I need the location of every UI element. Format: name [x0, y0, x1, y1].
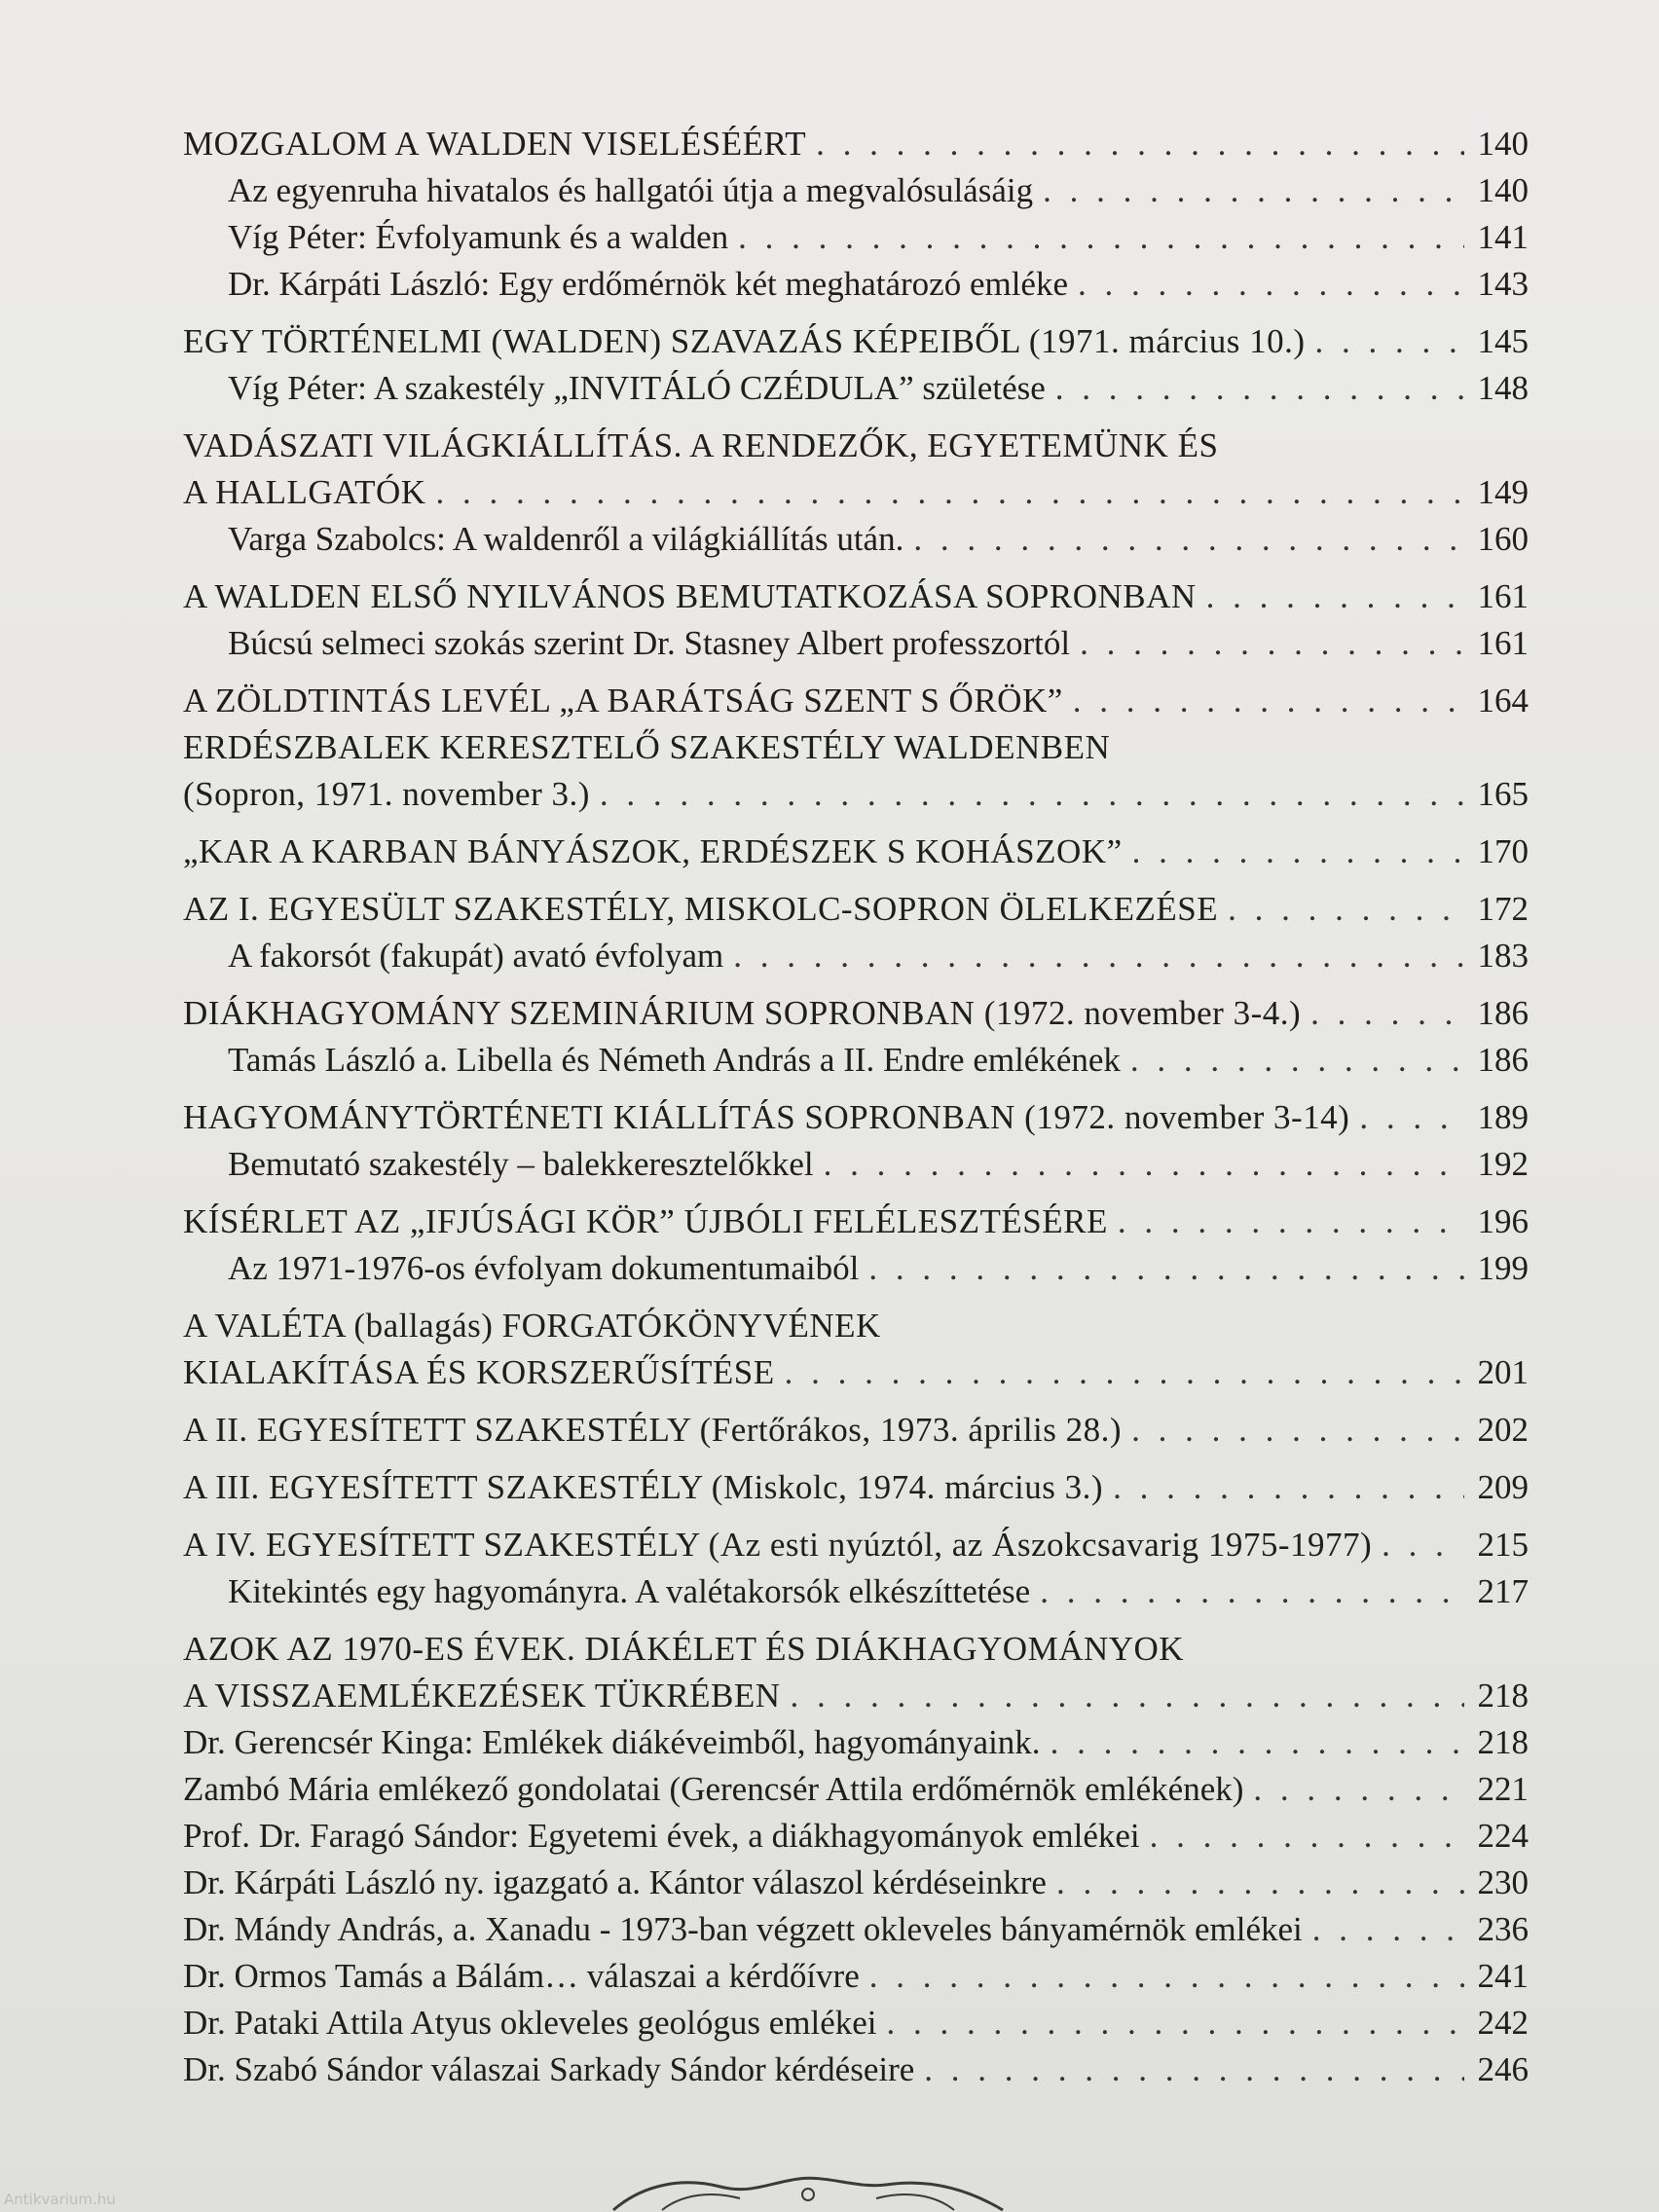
- toc-entry: [183, 469, 1529, 516]
- dot-leader: [924, 2046, 1464, 2093]
- dot-leader: [1150, 1813, 1464, 1860]
- toc-entry: [183, 365, 1529, 412]
- toc-entry-title: AZ I. EGYESÜLT SZAKESTÉLY, MISKOLC-SOPRON ÖLELKEZÉSE: [183, 890, 1219, 928]
- toc-entry-title: A VALÉTA (ballagás) FORGATÓKÖNYVÉNEK: [183, 1307, 881, 1345]
- toc-entry-title: Varga Szabolcs: A waldenről a világkiállítás után.: [228, 520, 904, 558]
- dot-leader: [1055, 365, 1464, 412]
- toc-entry-title: „KAR A KARBAN BÁNYÁSZOK, ERDÉSZEK S KOHÁSZOK”: [183, 832, 1123, 870]
- toc-entry-title: HAGYOMÁNYTÖRTÉNETI KIÁLLÍTÁS SOPRONBAN (1972. november 3-14): [183, 1098, 1350, 1136]
- toc-entry-page-number: 160: [1477, 520, 1529, 558]
- dot-leader: [1118, 1198, 1464, 1245]
- toc-entry: [183, 1906, 1529, 1953]
- dot-leader: [1080, 620, 1464, 667]
- toc-entry-page-number: 143: [1477, 265, 1529, 303]
- dot-leader: [1043, 167, 1464, 214]
- toc-entry: [183, 1037, 1529, 1084]
- toc-entry: [183, 620, 1529, 667]
- toc-entry-page-number: 189: [1477, 1098, 1529, 1136]
- toc-entry-title: A HALLGATÓK: [183, 473, 426, 511]
- toc-entry-title: Dr. Ormos Tamás a Bálám… válaszai a kérdőívre: [183, 1957, 860, 1995]
- dot-leader: [1056, 1860, 1464, 1906]
- toc-entry-title: Dr. Gerencsér Kinga: Emlékek diákéveimből, hagyományaink.: [183, 1723, 1041, 1761]
- toc-entry-title: MOZGALOM A WALDEN VISELÉSÉÉRT: [183, 125, 807, 163]
- toc-entry-title: Víg Péter: Évfolyamunk és a walden: [228, 218, 729, 256]
- toc-entry: [183, 1766, 1529, 1813]
- toc-entry-page-number: 165: [1477, 775, 1529, 813]
- toc-entry: [183, 1407, 1529, 1454]
- toc-entry-page-number: 148: [1477, 369, 1529, 407]
- dot-leader: [1310, 990, 1464, 1037]
- toc-entry-title: Dr. Kárpáti László: Egy erdőmérnök két meghatározó emléke: [228, 265, 1069, 303]
- toc-entry-title: KÍSÉRLET AZ „IFJÚSÁGI KÖR” ÚJBÓLI FELÉLESZTÉSÉRE: [183, 1202, 1108, 1240]
- toc-entry-page-number: 186: [1477, 1041, 1529, 1079]
- toc-entry-page-number: 241: [1477, 1957, 1529, 1995]
- toc-entry-title: Búcsú selmeci szokás szerint Dr. Stasney Albert professzortól: [228, 624, 1071, 662]
- dot-leader: [1312, 1906, 1464, 1953]
- toc-entry: [183, 771, 1529, 818]
- toc-entry-title: Dr. Kárpáti László ny. igazgató a. Kántor válaszol kérdéseinkre: [183, 1863, 1047, 1901]
- dot-leader: [1206, 573, 1464, 620]
- toc-entry-page-number: 221: [1477, 1770, 1529, 1808]
- toc-entry: [183, 829, 1529, 875]
- toc-entry-title: EGY TÖRTÉNELMI (WALDEN) SZAVAZÁS KÉPEIBŐL (1971. március 10.): [183, 322, 1306, 360]
- dot-leader: [1130, 1037, 1464, 1084]
- toc-entry: [183, 990, 1529, 1037]
- toc-entry: [183, 2000, 1529, 2046]
- dot-leader: [1051, 1719, 1464, 1766]
- toc-entry-title: DIÁKHAGYOMÁNY SZEMINÁRIUM SOPRONBAN (1972. november 3-4.): [183, 994, 1302, 1032]
- toc-entry-page-number: 186: [1477, 994, 1529, 1032]
- toc-entry: [183, 1303, 1529, 1349]
- toc-entry-title: VADÁSZATI VILÁGKIÁLLÍTÁS. A RENDEZŐK, EGYETEMÜNK ÉS: [183, 426, 1219, 464]
- toc-entry: [183, 1245, 1529, 1292]
- toc-entry-page-number: 209: [1477, 1468, 1529, 1506]
- toc-entry-page-number: 164: [1477, 682, 1529, 719]
- toc-entry-page-number: 236: [1477, 1910, 1529, 1948]
- toc-entry: [183, 1626, 1529, 1673]
- toc-entry: [183, 1522, 1529, 1568]
- dot-leader: [887, 2000, 1464, 2046]
- toc-entry: [183, 1464, 1529, 1511]
- dot-leader: [913, 516, 1464, 563]
- toc-entry: [183, 1141, 1529, 1188]
- toc-entry: [183, 1719, 1529, 1766]
- dot-leader: [1073, 678, 1464, 724]
- toc-entry: [183, 2046, 1529, 2093]
- toc-entry-title: A ZÖLDTINTÁS LEVÉL „A BARÁTSÁG SZENT S ŐRÖK”: [183, 682, 1063, 719]
- dot-leader: [816, 121, 1464, 167]
- dot-leader: [738, 214, 1464, 261]
- toc-entry-page-number: 199: [1477, 1249, 1529, 1287]
- toc-entry: [183, 1349, 1529, 1396]
- toc-entry-page-number: 217: [1477, 1572, 1529, 1610]
- dot-leader: [1382, 1522, 1464, 1568]
- toc-entry-page-number: 218: [1477, 1677, 1529, 1714]
- dot-leader: [1131, 1407, 1464, 1454]
- toc-entry-page-number: 183: [1477, 937, 1529, 975]
- toc-entry-title: A III. EGYESÍTETT SZAKESTÉLY (Miskolc, 1974. március 3.): [183, 1468, 1104, 1506]
- toc-entry-page-number: 230: [1477, 1863, 1529, 1901]
- toc-entry-page-number: 224: [1477, 1817, 1529, 1855]
- toc-entry-title: Bemutató szakestély – balekkeresztelőkkel: [228, 1145, 814, 1183]
- toc-entry-page-number: 196: [1477, 1202, 1529, 1240]
- dot-leader: [1228, 886, 1464, 933]
- toc-entry-page-number: 145: [1477, 322, 1529, 360]
- toc-entry-page-number: 172: [1477, 890, 1529, 928]
- toc-entry-page-number: 161: [1477, 577, 1529, 615]
- toc-entry: [183, 1860, 1529, 1906]
- toc-entry: [183, 724, 1529, 771]
- toc-entry-page-number: 140: [1477, 125, 1529, 163]
- dot-leader: [733, 933, 1464, 979]
- toc-entry-page-number: 201: [1477, 1353, 1529, 1391]
- dot-leader: [1253, 1766, 1464, 1813]
- dot-leader: [785, 1349, 1464, 1396]
- toc-entry-page-number: 140: [1477, 171, 1529, 209]
- toc-entry-title: A II. EGYESÍTETT SZAKESTÉLY (Fertőrákos, 1973. április 28.): [183, 1411, 1123, 1449]
- toc-entry: [183, 214, 1529, 261]
- dot-leader: [1040, 1568, 1464, 1615]
- toc-entry: [183, 1953, 1529, 2000]
- toc-entry: [183, 933, 1529, 979]
- dot-leader: [1359, 1094, 1464, 1141]
- dot-leader: [436, 469, 1464, 516]
- toc-entry-page-number: 246: [1477, 2050, 1529, 2088]
- toc-entry: [183, 1568, 1529, 1615]
- toc-entry-title: A fakorsót (fakupát) avató évfolyam: [228, 937, 724, 975]
- toc-entry: [183, 886, 1529, 933]
- dot-leader: [869, 1953, 1464, 2000]
- toc-entry-title: Dr. Pataki Attila Atyus okleveles geológus emlékei: [183, 2004, 877, 2042]
- toc-entry-title: Víg Péter: A szakestély „INVITÁLÓ CZÉDULA” születése: [228, 369, 1046, 407]
- dot-leader: [600, 771, 1464, 818]
- toc-entry: [183, 261, 1529, 308]
- toc-entry: [183, 167, 1529, 214]
- toc-entry-title: Az 1971-1976-os évfolyam dokumentumaiból: [228, 1249, 860, 1287]
- table-of-contents: [183, 121, 1529, 2093]
- toc-entry-title: Zambó Mária emlékező gondolatai (Gerencsér Attila erdőmérnök emlékének): [183, 1770, 1244, 1808]
- toc-entry-title: Tamás László a. Libella és Németh András a II. Endre emlékének: [228, 1041, 1121, 1079]
- toc-entry-title: Kitekintés egy hagyományra. A valétakorsók elkészíttetése: [228, 1572, 1031, 1610]
- dot-leader: [824, 1141, 1464, 1188]
- toc-entry-page-number: 161: [1477, 624, 1529, 662]
- decorative-ornament: [604, 2165, 1013, 2212]
- toc-entry-page-number: 218: [1477, 1723, 1529, 1761]
- toc-entry: [183, 573, 1529, 620]
- toc-entry-page-number: 141: [1477, 218, 1529, 256]
- toc-entry-page-number: 242: [1477, 2004, 1529, 2042]
- toc-entry-title: A VISSZAEMLÉKEZÉSEK TÜKRÉBEN: [183, 1677, 781, 1714]
- toc-entry: [183, 1094, 1529, 1141]
- toc-entry-page-number: 215: [1477, 1526, 1529, 1564]
- toc-entry-title: (Sopron, 1971. november 3.): [183, 775, 590, 813]
- toc-entry: [183, 1673, 1529, 1719]
- toc-entry-title: A IV. EGYESÍTETT SZAKESTÉLY (Az esti nyúztól, az Ászokcsavarig 1975-1977): [183, 1526, 1373, 1564]
- dot-leader: [1078, 261, 1464, 308]
- toc-entry-title: Prof. Dr. Faragó Sándor: Egyetemi évek, a diákhagyományok emlékei: [183, 1817, 1140, 1855]
- toc-entry: [183, 318, 1529, 365]
- dot-leader: [868, 1245, 1464, 1292]
- toc-entry-page-number: 170: [1477, 832, 1529, 870]
- toc-entry-page-number: 192: [1477, 1145, 1529, 1183]
- dot-leader: [1113, 1464, 1464, 1511]
- dot-leader: [1315, 318, 1465, 365]
- toc-entry-page-number: 149: [1477, 473, 1529, 511]
- toc-entry: [183, 1198, 1529, 1245]
- toc-entry: [183, 516, 1529, 563]
- toc-entry-title: AZOK AZ 1970-ES ÉVEK. DIÁKÉLET ÉS DIÁKHAGYOMÁNYOK: [183, 1630, 1185, 1668]
- toc-entry: [183, 423, 1529, 469]
- dot-leader: [1132, 829, 1464, 875]
- toc-entry: [183, 121, 1529, 167]
- toc-entry-title: Dr. Mándy András, a. Xanadu - 1973-ban végzett okleveles bányamérnök emlékei: [183, 1910, 1303, 1948]
- toc-entry-title: Dr. Szabó Sándor válaszai Sarkady Sándor kérdéseire: [183, 2050, 915, 2088]
- toc-entry-title: Az egyenruha hivatalos és hallgatói útja a megvalósulásáig: [228, 171, 1034, 209]
- watermark: Antikvarium.hu: [4, 2191, 116, 2208]
- toc-entry-title: ERDÉSZBALEK KERESZTELŐ SZAKESTÉLY WALDENBEN: [183, 728, 1111, 766]
- toc-entry-page-number: 202: [1477, 1411, 1529, 1449]
- dot-leader: [791, 1673, 1464, 1719]
- toc-entry: [183, 1813, 1529, 1860]
- toc-entry-title: A WALDEN ELSŐ NYILVÁNOS BEMUTATKOZÁSA SOPRONBAN: [183, 577, 1197, 615]
- toc-entry-title: KIALAKÍTÁSA ÉS KORSZERŰSÍTÉSE: [183, 1353, 775, 1391]
- toc-entry: [183, 678, 1529, 724]
